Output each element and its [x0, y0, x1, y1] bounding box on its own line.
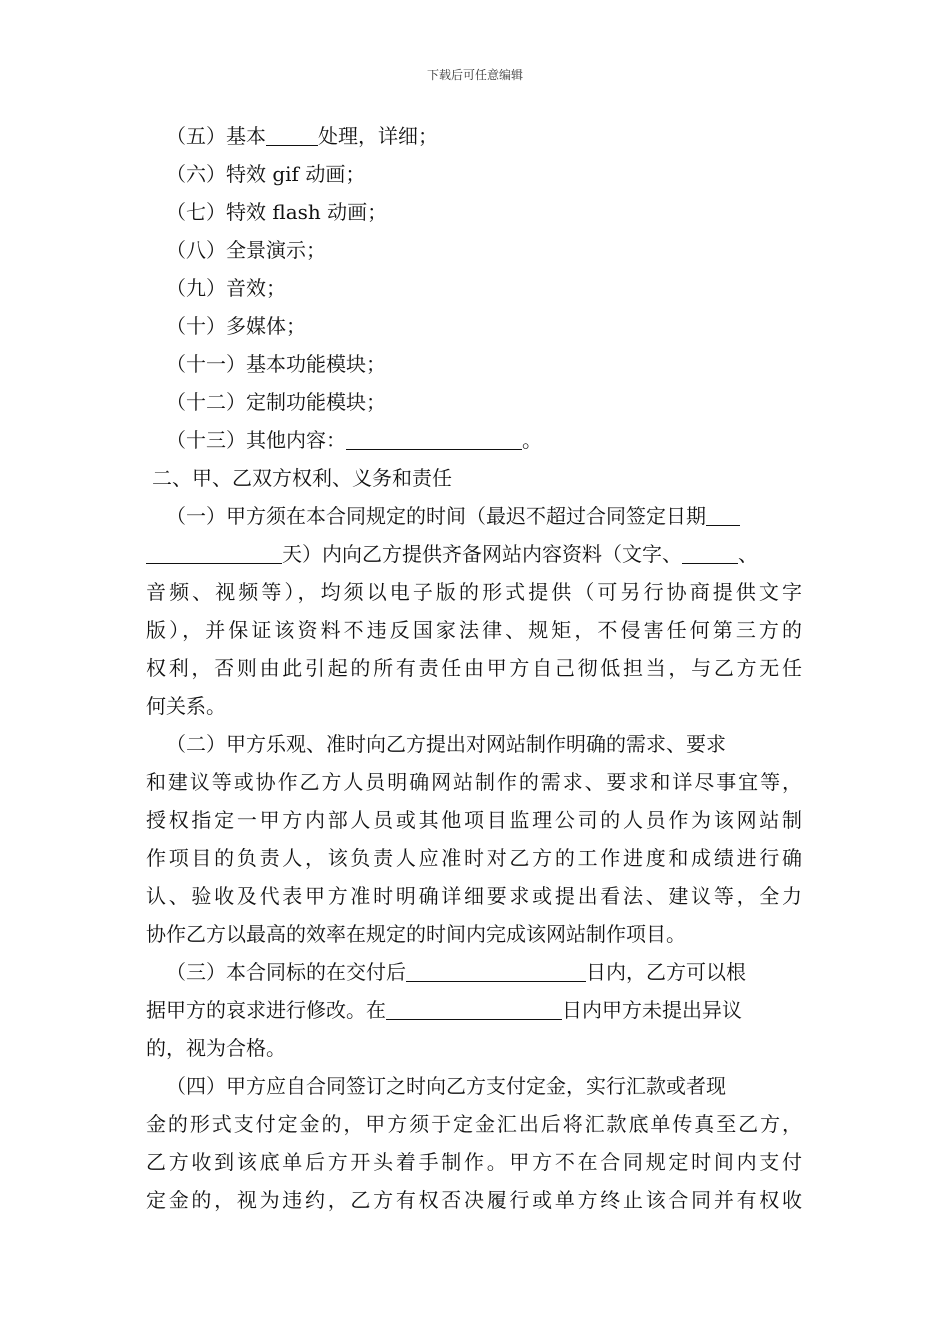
paragraph-line: 和建议等或协作乙方人员明确网站制作的需求、要求和详尽事宜等，	[146, 770, 802, 794]
item-6: （六）特效 gif 动画；	[166, 162, 366, 186]
item-text: 处理，详细；	[318, 124, 438, 148]
paragraph-1	[146, 497, 802, 725]
paragraph-2	[146, 725, 802, 953]
paragraph-3	[146, 953, 802, 1067]
paragraph-line: 作项目的负责人，该负责人应准时对乙方的工作进度和成绩进行确	[146, 846, 802, 870]
paragraph-line: （三）本合同标的在交付后 日内，乙方可以根	[166, 960, 746, 984]
paragraph-line: 定金的，视为违约，乙方有权否决履行或单方终止该合同并有权收	[146, 1188, 802, 1212]
blank-field	[146, 541, 282, 564]
item-5	[146, 117, 802, 155]
item-9: （九）音效；	[166, 276, 286, 300]
item-10: （十）多媒体；	[166, 314, 306, 338]
blank-field	[266, 123, 318, 146]
paragraph-line: （一）甲方须在本合同规定的时间（最迟不超过合同签定日期	[146, 497, 802, 535]
item-text: 。	[522, 428, 542, 452]
item-8: （八）全景演示；	[166, 238, 326, 262]
paragraph-line: 金的形式支付定金的，甲方须于定金汇出后将汇款底单传真至乙方，	[146, 1112, 802, 1136]
item-7: （七）特效 flash 动画；	[166, 200, 388, 224]
item-11: （十一）基本功能模块；	[166, 352, 386, 376]
paragraph-line: 音频、视频等），均须以电子版的形式提供（可另行协商提供文字	[146, 580, 802, 604]
paragraph-line: 何关系。	[146, 694, 226, 718]
blank-field	[706, 503, 740, 526]
item-text: （十三）其他内容：	[166, 428, 346, 452]
paragraph-line: 协作乙方以最高的效率在规定的时间内完成该网站制作项目。	[146, 922, 686, 946]
item-12: （十二）定制功能模块；	[166, 390, 386, 414]
paragraph-line: 的，视为合格。	[146, 1036, 286, 1060]
paragraph-line: （二）甲方乐观、准时向乙方提出对网站制作明确的需求、要求	[166, 732, 726, 756]
paragraph-4	[146, 1067, 802, 1219]
blank-field	[406, 959, 586, 982]
paragraph-line: 乙方收到该底单后方开头着手制作。甲方不在合同规定时间内支付	[146, 1150, 802, 1174]
document-body	[146, 117, 802, 1219]
paragraph-line: 权利，否则由此引起的所有责任由甲方自己彻低担当，与乙方无任	[146, 656, 802, 680]
item-13	[146, 421, 802, 459]
paragraph-line: 认、验收及代表甲方准时明确详细要求或提出看法、建议等，全力	[146, 884, 802, 908]
blank-field	[346, 427, 522, 450]
paragraph-line: 天）内向乙方提供齐备网站内容资料（文字、 、	[146, 535, 802, 573]
paragraph-line: 版），并保证该资料不违反国家法律、规矩，不侵害任何第三方的	[146, 618, 802, 642]
blank-field	[682, 541, 738, 564]
item-text: （五）基本	[166, 124, 266, 148]
section-heading: 二、甲、乙双方权利、义务和责任	[152, 466, 452, 490]
paragraph-line: （四）甲方应自合同签订之时向乙方支付定金，实行汇款或者现	[166, 1074, 726, 1098]
page-header: 下载后可任意编辑	[426, 68, 523, 82]
blank-field	[386, 997, 562, 1020]
paragraph-line: 授权指定一甲方内部人员或其他项目监理公司的人员作为该网站制	[146, 808, 802, 832]
paragraph-line: 据甲方的哀求进行修改。在 日内甲方未提出异议	[146, 998, 742, 1022]
